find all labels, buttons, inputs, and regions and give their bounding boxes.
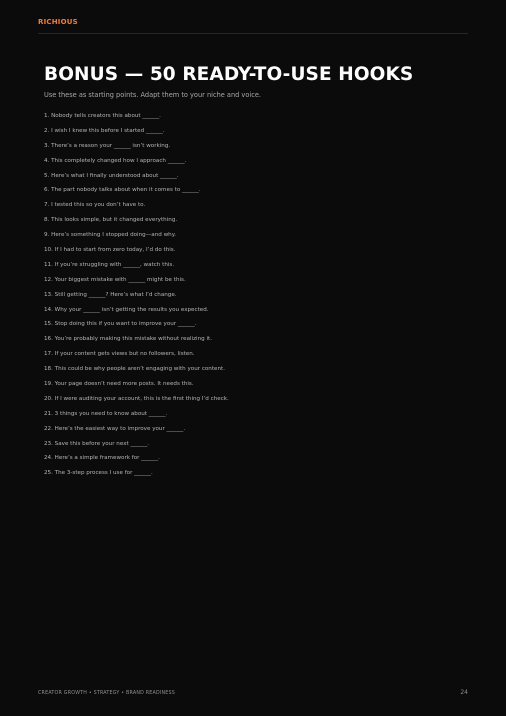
hook-item: 18. This could be why people aren’t engaging with your content. <box>44 366 226 373</box>
page-subtitle: Use these as starting points. Adapt them to your niche and voice. <box>44 91 261 99</box>
hook-item: 25. The 3-step process I use for ______. <box>44 470 153 477</box>
brand-logo-text: RICHIOUS <box>38 18 78 26</box>
hook-item: 16. You’re probably making this mistake without realizing it. <box>44 336 212 343</box>
hook-item: 21. 3 things you need to know about ______. <box>44 410 168 417</box>
hook-item: 20. If I were auditing your account, this is the first thing I’d check. <box>44 395 229 402</box>
hook-item: 7. I tested this so you don’t have to. <box>44 202 146 209</box>
footer-tagline: CREATOR GROWTH • STRATEGY • BRAND READINESS <box>38 691 176 696</box>
hook-item: 19. Your page doesn’t need more posts. It needs this. <box>44 381 194 388</box>
hook-item: 23. Save this before your next ______. <box>44 440 150 447</box>
hook-item: 12. Your biggest mistake with ______ might be this. <box>44 276 186 283</box>
header-divider <box>38 33 468 34</box>
hooks-list <box>44 109 229 481</box>
page-title: BONUS — 50 READY-TO-USE HOOKS <box>44 64 414 85</box>
hook-item: 11. If you’re struggling with ______, watch this. <box>44 261 175 268</box>
hook-item: 15. Stop doing this if you want to improve your ______. <box>44 321 197 328</box>
hook-item: 14. Why your ______ isn’t getting the results you expected. <box>44 306 209 313</box>
hook-item: 10. If I had to start from zero today, I’d do this. <box>44 247 176 254</box>
hook-item: 1. Nobody tells creators this about ______. <box>44 113 161 119</box>
hook-item: 24. Here’s a simple framework for ______. <box>44 455 160 462</box>
hook-item: 8. This looks simple, but it changed everything. <box>44 217 178 224</box>
hook-item: 17. If your content gets views but no followers, listen. <box>44 351 195 358</box>
hook-item: 2. I wish I knew this before I started ______. <box>44 127 165 134</box>
hook-item: 5. Here’s what I finally understood about ______. <box>44 172 179 179</box>
hook-item: 9. Here’s something I stopped doing—and why. <box>44 232 177 239</box>
hook-item: 6. The part nobody talks about when it comes to ______. <box>44 187 201 194</box>
hook-item: 3. There’s a reason your ______ isn’t working. <box>44 142 171 149</box>
page-number: 24 <box>460 689 468 696</box>
hook-item: 22. Here’s the easiest way to improve your ______. <box>44 425 186 432</box>
hook-item: 13. Still getting ______? Here’s what I’d change. <box>44 291 177 298</box>
hook-item: 4. This completely changed how I approach ______. <box>44 157 187 164</box>
